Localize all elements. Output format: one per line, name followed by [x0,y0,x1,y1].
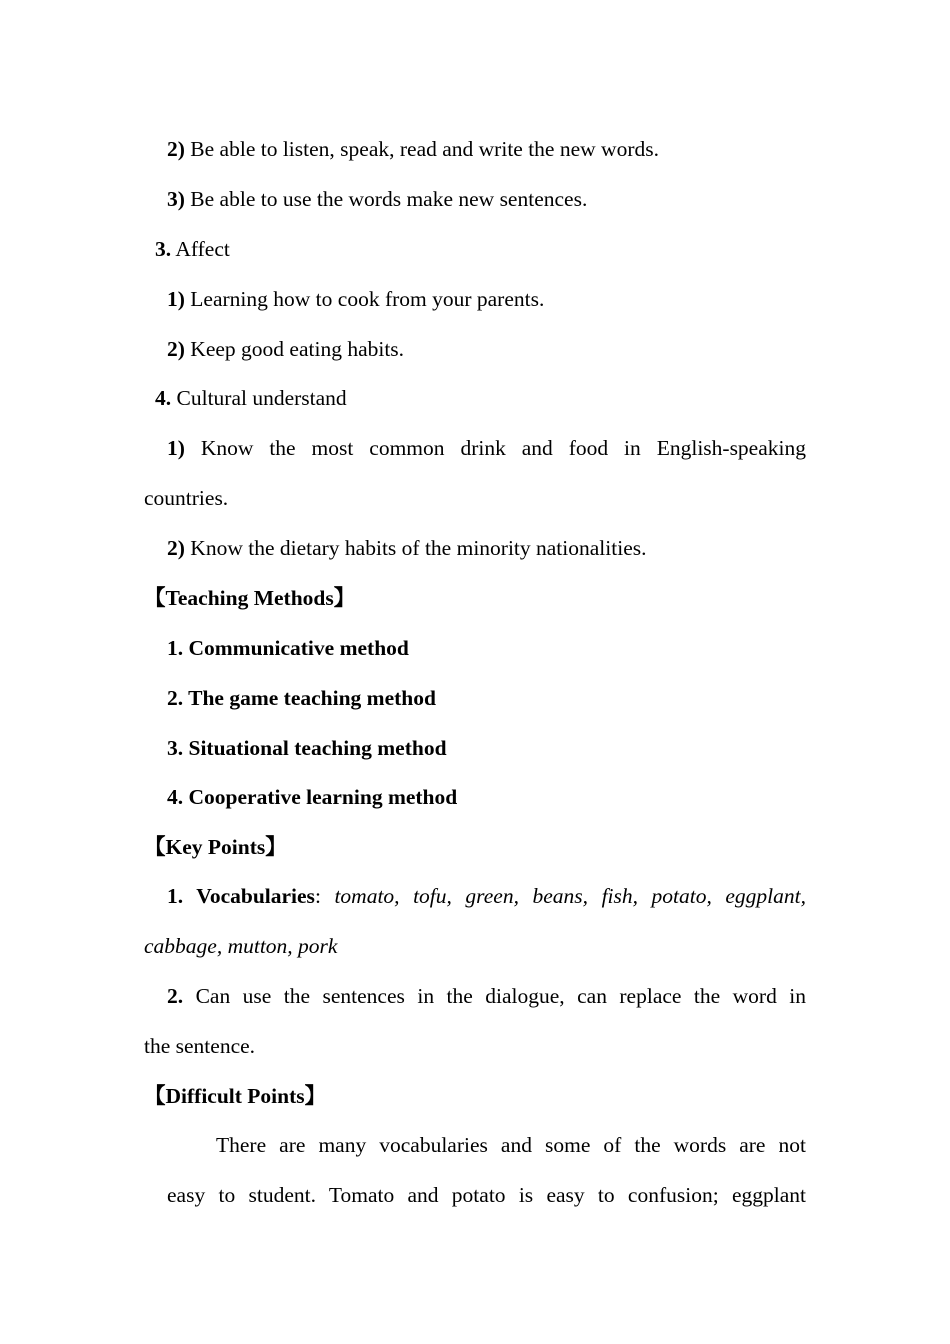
vocabulary-list: cabbage, mutton, pork [144,934,338,958]
key-point-continuation: the sentence. [144,1034,256,1058]
heading-teaching-methods: 【Teaching Methods】 [144,586,356,610]
objective-item [167,423,806,473]
section-title: Affect [171,237,230,261]
item-number: 2) [167,337,185,361]
method-item: 3. Situational teaching method [167,736,447,760]
item-text: Know the dietary habits of the minority nationalities. [184,536,647,560]
item-text: Can use the sentences in the dialogue, can replace the word in [183,984,806,1008]
objective-item [167,124,806,174]
section-affect [155,224,806,274]
objective-item-continuation: countries. [144,486,229,510]
item-number: 1) [167,287,185,311]
heading-difficult-points: 【Difficult Points】 [144,1084,327,1108]
method-item: 1. Communicative method [167,636,409,660]
item-text: Be able to listen, speak, read and write the new words. [184,137,659,161]
item-label: 1. Vocabularies [167,884,315,908]
section-cultural-understand [155,373,806,423]
key-point-item [167,971,806,1021]
method-item: 4. Cooperative learning method [167,785,458,809]
item-number: 3) [167,187,185,211]
method-item: 2. The game teaching method [167,686,436,710]
vocabulary-list: tomato, tofu, green, beans, fish, potato, eggplant, [334,884,806,908]
vocabulary-list-continuation [144,921,806,971]
objective-item [167,274,806,324]
section-number: 3. [155,237,172,261]
item-text: Keep good eating habits. [184,337,405,361]
objective-item [167,523,806,573]
item-text: Learning how to cook from your parents. [184,287,545,311]
paragraph-line: There are many vocabularies and some of the words are not [216,1133,806,1157]
item-number: 1) [167,436,185,460]
section-title: Cultural understand [171,386,347,410]
item-separator: : [314,884,335,908]
heading-key-points: 【Key Points】 [144,835,287,859]
paragraph-line: easy to student. Tomato and potato is easy to confusion; eggplant [167,1183,806,1207]
objective-item [167,324,806,374]
section-number: 4. [155,386,172,410]
item-number: 2. [167,984,184,1008]
item-text: Know the most common drink and food in English-speaking [184,436,806,460]
item-number: 2) [167,137,185,161]
objective-item [167,174,806,224]
key-point-item [167,871,806,921]
item-number: 2) [167,536,185,560]
item-text: Be able to use the words make new sentences. [184,187,588,211]
